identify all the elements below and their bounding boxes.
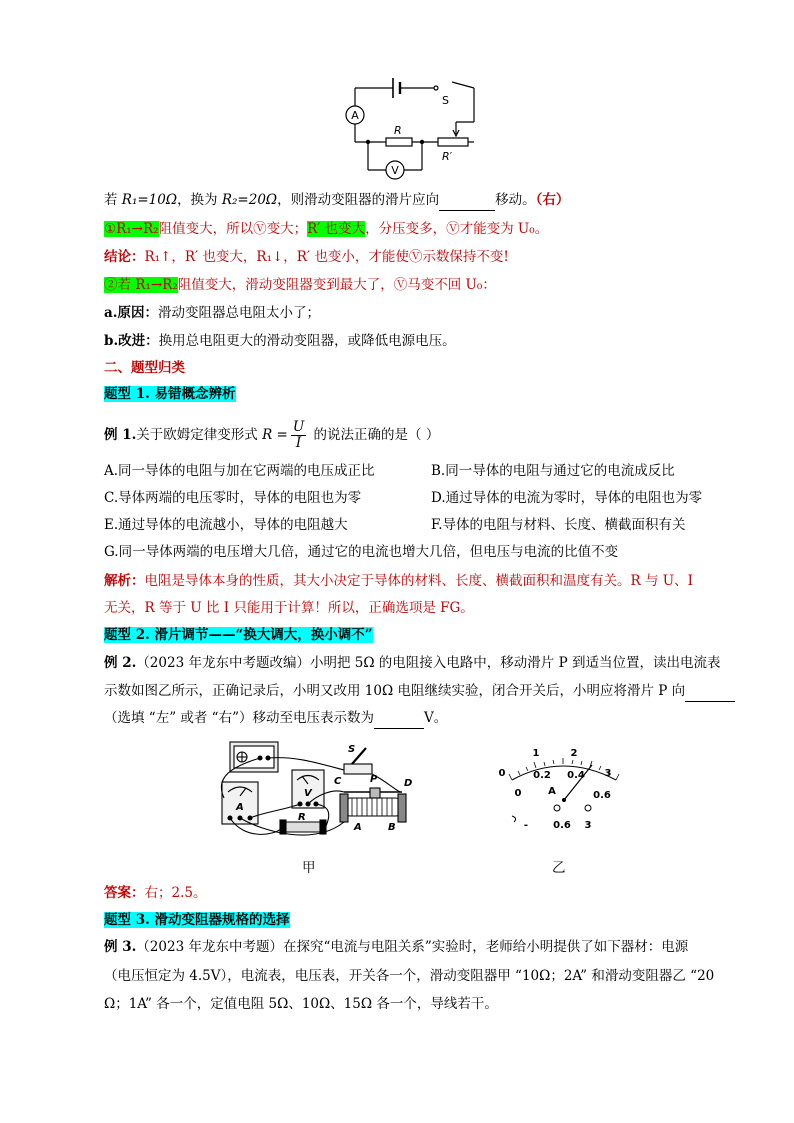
dial-inner-2: 0.4 xyxy=(567,770,585,781)
label-b: B xyxy=(388,822,396,833)
option-c: C.导体两端的电压零时，导体的电阻也为零 xyxy=(104,490,362,506)
rheostat-label: R′ xyxy=(442,150,453,163)
option-b: B.同一导体的电阻与通过它的电流成反比 xyxy=(431,463,675,479)
terminal-negative: - xyxy=(523,820,529,831)
example-2-answer: 答案：右；2.5。 xyxy=(104,885,207,901)
voltmeter-label: V xyxy=(391,164,399,177)
intro-question: 若 R₁=10Ω，换为 R₂=20Ω，则滑动变阻器的滑片应向 移动。（右） xyxy=(104,190,569,211)
ammeter-label: A xyxy=(351,109,359,122)
example-2-line-1: 例 2.（2023 年龙东中考题改编）小明把 5Ω 的电阻接入电路中，移动滑片 P 到适当位置，读出电流表 xyxy=(104,655,721,671)
section-2-title: 二、题型归类 xyxy=(104,360,185,376)
label-s: S xyxy=(348,744,356,755)
label-p: P xyxy=(370,774,378,785)
point-2: ②若 R₁→R₂阻值变大，滑动变阻器变到最大了，Ⓥ马变不回 U₀： xyxy=(104,277,496,293)
point-1: ①R₁→R₂阻值变大，所以Ⓥ变大；R′ 也变大，分压变多，Ⓥ才能变为 U₀。 xyxy=(104,221,549,237)
dial-top-0: 0 xyxy=(498,768,506,779)
option-d: D.通过导体的电流为零时，导体的电阻也为零 xyxy=(431,490,703,506)
option-a: A.同一导体的电阻与加在它两端的电压成正比 xyxy=(104,463,375,479)
analysis-line-2: 无关，R 等于 U 比 I 只能用于计算！所以，正确选项是 FG。 xyxy=(104,600,474,616)
dial-inner-3: 0.6 xyxy=(593,790,611,801)
label-voltmeter: V xyxy=(304,788,312,799)
dial-inner-1: 0.2 xyxy=(533,770,551,781)
ammeter-dial-figure xyxy=(490,740,640,840)
label-c: C xyxy=(334,776,342,787)
resistor-label: R xyxy=(394,124,402,137)
example-3-line-1: 例 3.（2023 年龙东中考题）在探究“电流与电阻关系”实验时，老师给小明提供了如下器材：电源 xyxy=(104,939,689,955)
example-3-line-2: （电压恒定为 4.5V），电流表，电压表，开关各一个，滑动变阻器甲 “10Ω；2A” 和滑动变阻器乙 “20 xyxy=(104,968,715,984)
label-d: D xyxy=(404,778,413,789)
label-a: A xyxy=(354,822,362,833)
figure-2-caption: 乙 xyxy=(552,860,566,876)
circuit-diagram-1 xyxy=(338,72,488,184)
example-1-question: 例 1.关于欧姆定律变形式 R = $\frac{U}{I}$ 的说法正确的是（ ） xyxy=(104,419,440,451)
dial-unit: A xyxy=(548,786,556,797)
dial-top-3: 3 xyxy=(604,768,612,779)
example-3-line-3: Ω；1A” 各一个，定值电阻 5Ω、10Ω、15Ω 各一个，导线若干。 xyxy=(104,996,498,1012)
type-2-heading: 题型 2. 滑片调节——“换大调大，换小调不” xyxy=(104,627,373,643)
example-2-line-3: （选填 “左” 或者 “右”）移动至电压表示数为 V。 xyxy=(104,708,447,729)
dial-inner-0: 0 xyxy=(514,788,522,799)
switch-label: S xyxy=(442,94,449,107)
improvement: b.改进：换用总电阻更大的滑动变阻器，或降低电源电压。 xyxy=(104,333,456,349)
option-e: E.通过导体的电流越小，导体的电阻越大 xyxy=(104,517,348,533)
type-1-heading: 题型 1. 易错概念辨析 xyxy=(104,386,236,402)
type-3-heading: 题型 3. 滑动变阻器规格的选择 xyxy=(104,912,290,928)
reason: a.原因：滑动变阻器总电阻太小了； xyxy=(104,305,320,321)
dial-top-2: 2 xyxy=(570,748,578,759)
label-r: R xyxy=(298,812,306,823)
dial-top-1: 1 xyxy=(532,748,540,759)
figure-1-caption: 甲 xyxy=(302,860,316,876)
fraction: $\frac{U}{I}$ xyxy=(292,419,305,451)
answer-blank xyxy=(439,190,495,211)
terminal-3: 3 xyxy=(584,820,592,831)
example-2-line-2: 示数如图乙所示，正确记录后，小明又改用 10Ω 电阻继续实验，闭合开关后，小明应将滑片 P 向 xyxy=(104,681,735,702)
terminal-0-6: 0.6 xyxy=(553,820,571,831)
analysis-line-1: 解析：电阻是导体本身的性质，其大小决定于导体的材料、长度、横截面积和温度有关。R 与 U、I xyxy=(104,573,693,589)
conclusion: 结论：R₁↑，R′ 也变大，R₁↓，R′ 也变小，才能使Ⓥ示数保持不变! xyxy=(104,249,509,265)
apparatus-figure xyxy=(204,736,420,846)
option-f: F.导体的电阻与材料、长度、横截面积有关 xyxy=(431,517,686,533)
label-ammeter: A xyxy=(236,802,244,813)
option-g: G.同一导体两端的电压增大几倍，通过它的电流也增大几倍，但电压与电流的比值不变 xyxy=(104,544,619,560)
